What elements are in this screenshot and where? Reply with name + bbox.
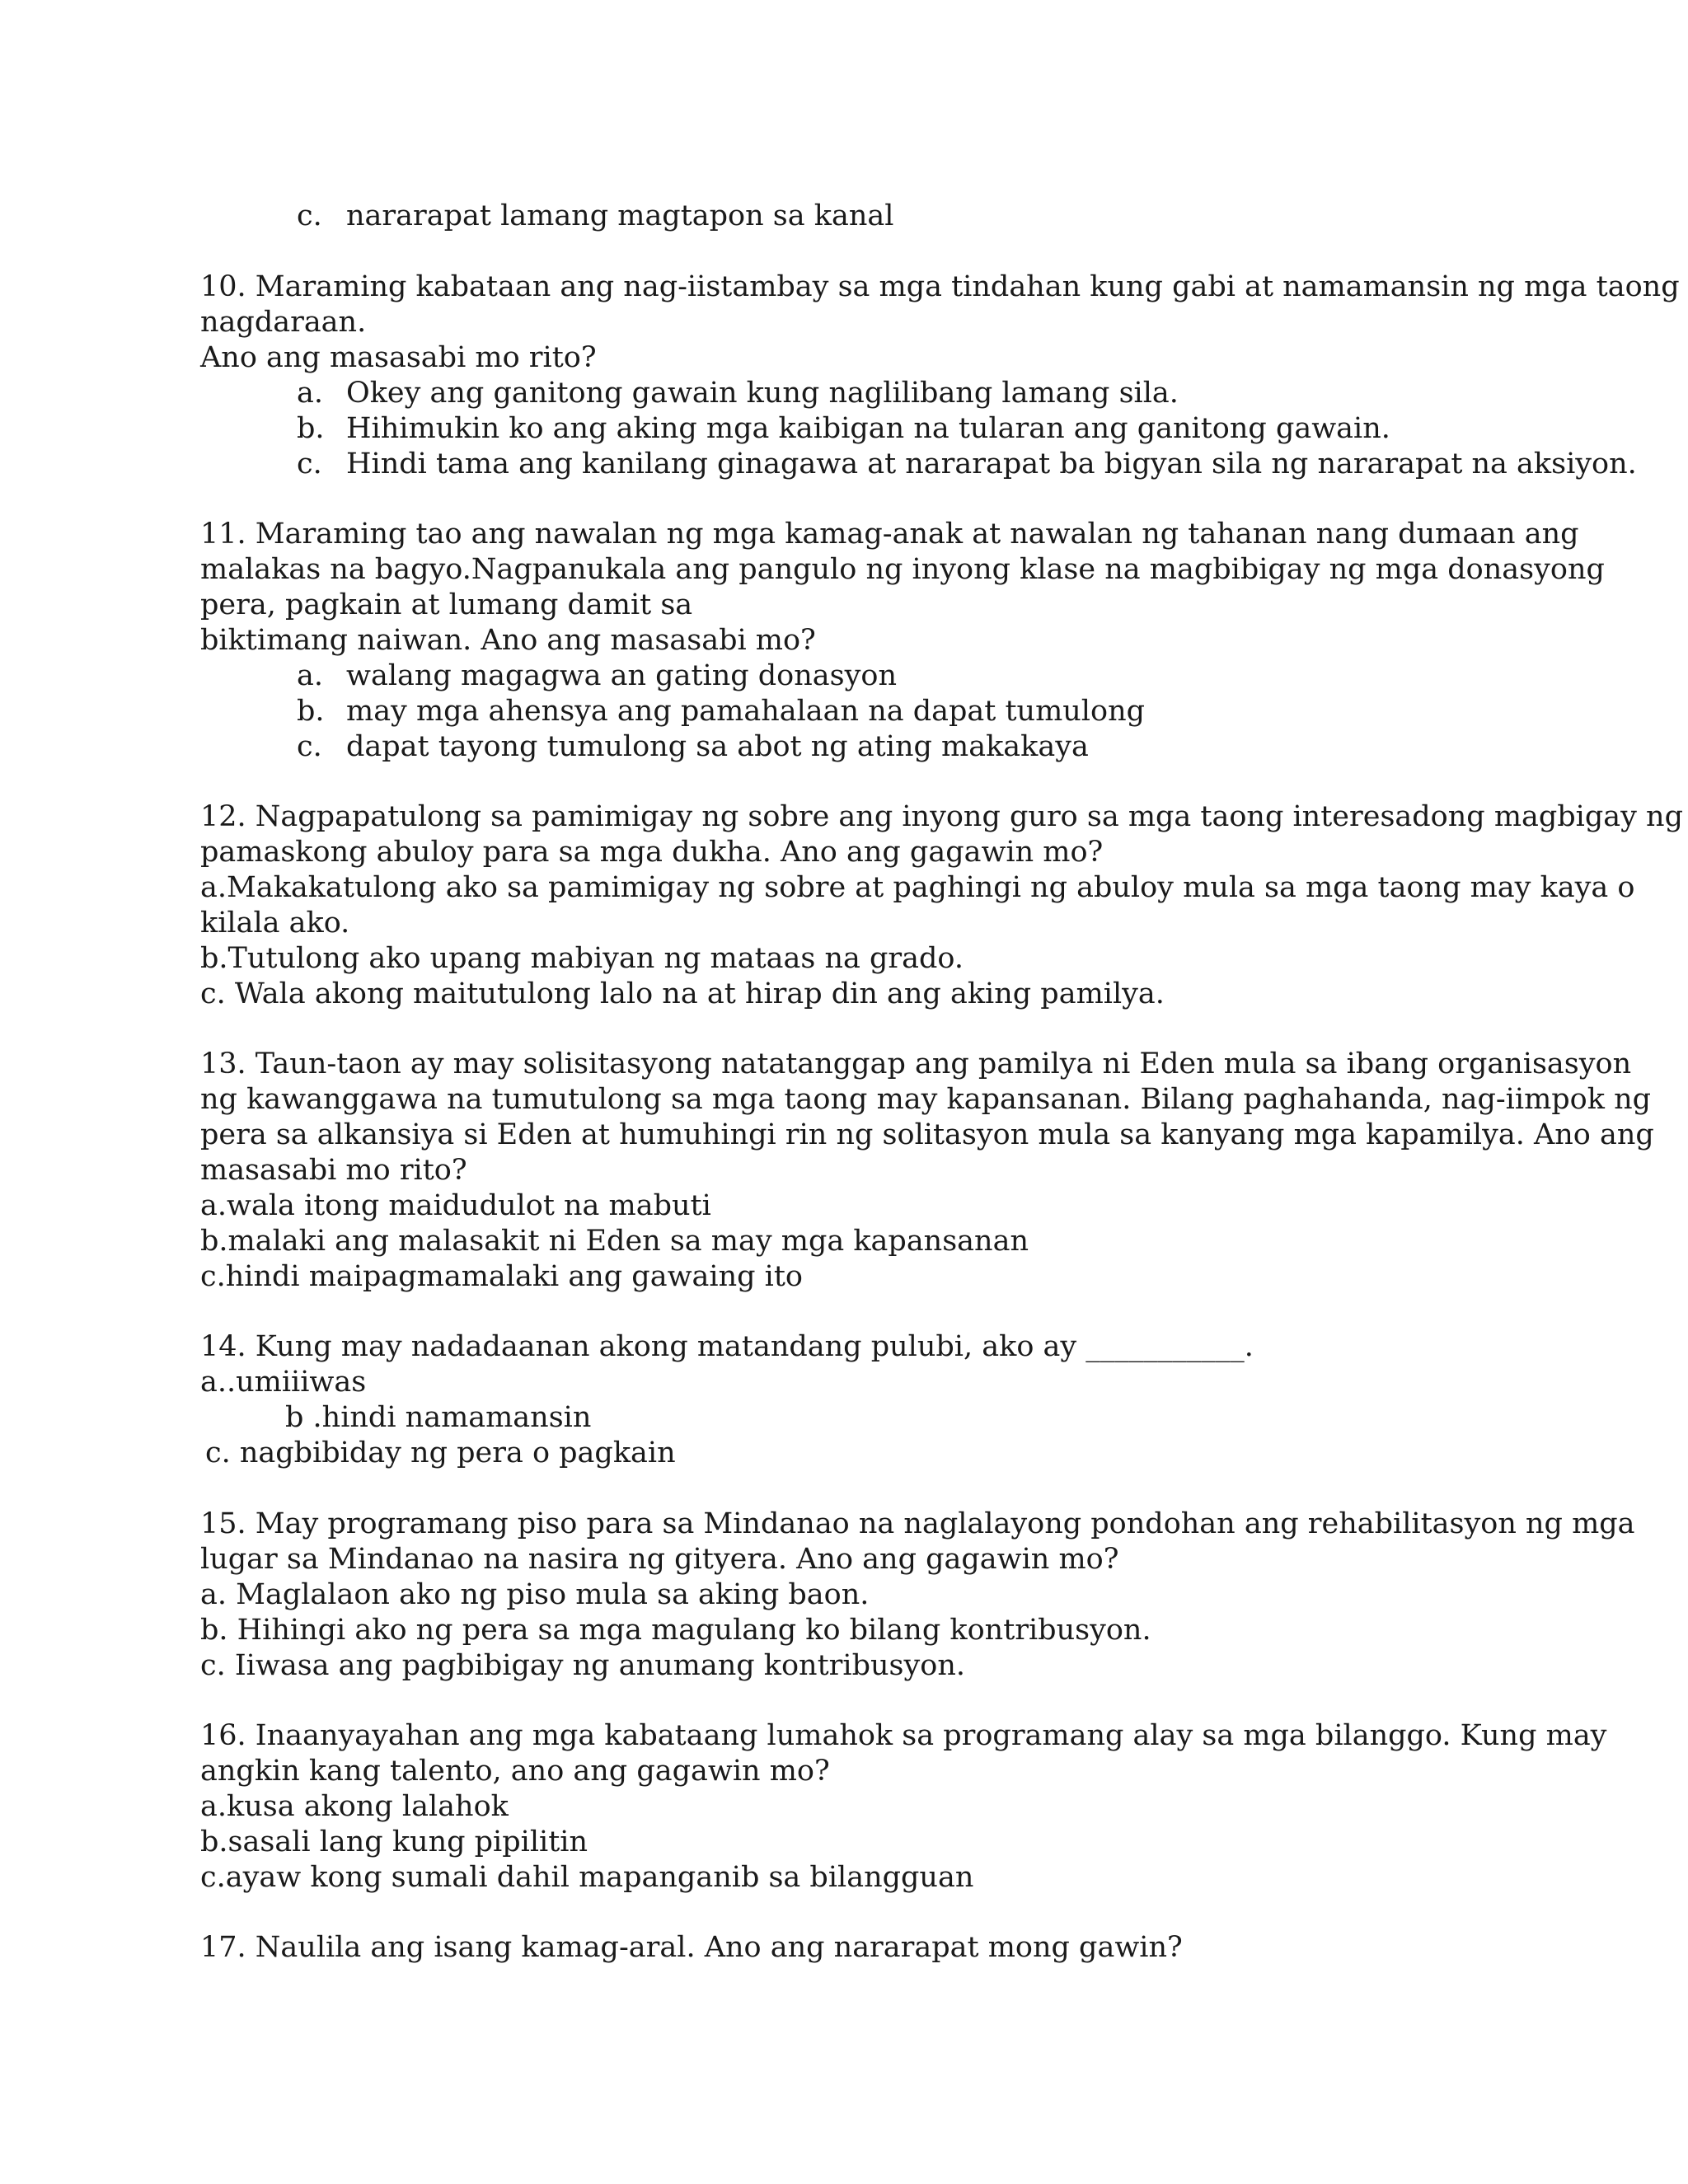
- option-b-line: b .hindi namamansin: [285, 1401, 592, 1434]
- option-letter: a.: [297, 377, 323, 410]
- option-b-line: b.Tutulong ako upang mabiyan ng mataas na grado.: [200, 942, 964, 975]
- question-stem-line: angkin kang talento, ano ang gagawin mo?: [200, 1755, 830, 1788]
- question-stem-line: 11. Maraming tao ang nawalan ng mga kamag-anak at nawalan ng tahanan nang dumaan ang: [200, 518, 1579, 551]
- question-stem-line: lugar sa Mindanao na nasira ng gityera. Ano ang gagawin mo?: [200, 1543, 1119, 1576]
- question-stem-line: nagdaraan.: [200, 306, 367, 339]
- question-stem-line: malakas na bagyo.Nagpanukala ang pangulo ng inyong klase na magbibigay ng mga donasyong: [200, 553, 1605, 586]
- question-stem-line: masasabi mo rito?: [200, 1154, 467, 1187]
- option-text: Hihimukin ko ang aking mga kaibigan na tularan ang ganitong gawain.: [346, 412, 1390, 445]
- question-stem-line: 12. Nagpapatulong sa pamimigay ng sobre ang inyong guro sa mga taong interesadong magbigay ng: [200, 800, 1683, 833]
- question-10: [200, 269, 1680, 482]
- option-text: nararapat lamang magtapon sa kanal: [346, 199, 894, 232]
- question-17: [200, 1930, 1503, 1966]
- option-letter: c.: [297, 730, 322, 763]
- question-stem-line: 10. Maraming kabataan ang nag-iistambay sa mga tindahan kung gabi at namamansin ng mga taong: [200, 270, 1680, 303]
- option-letter: b.: [297, 695, 325, 728]
- option-b-line: b.malaki ang malasakit ni Eden sa may mga kapansanan: [200, 1225, 1029, 1258]
- option-c-line: c. Iiwasa ang pagbibigay ng anumang kontribusyon.: [200, 1649, 966, 1682]
- option-c: [200, 447, 1637, 482]
- option-a-line: kilala ako.: [200, 907, 350, 940]
- option-c-line: c. nagbibiday ng pera o pagkain: [205, 1436, 676, 1469]
- option-a-line: a. Maglalaon ako ng piso mula sa aking baon.: [200, 1578, 870, 1611]
- question-prompt: Ano ang masasabi mo rito?: [200, 341, 597, 374]
- option-a-line: a.Makakatulong ako sa pamimigay ng sobre at paghingi ng abuloy mula sa mga taong may kaya o: [200, 871, 1635, 904]
- question-stem-line: 16. Inaanyayahan ang mga kabataang lumahok sa programang alay sa mga bilanggo. Kung may: [200, 1719, 1607, 1752]
- option-b-line: b.sasali lang kung pipilitin: [200, 1825, 588, 1858]
- option-b: [200, 411, 1503, 447]
- question-9-tail: [200, 199, 1503, 234]
- question-prompt: biktimang naiwan. Ano ang masasabi mo?: [200, 624, 816, 657]
- option-text: dapat tayong tumulong sa abot ng ating makakaya: [346, 730, 1089, 763]
- option-c: [200, 199, 1503, 234]
- question-stem-line: 14. Kung may nadadaanan akong matandang pulubi, ako ay ___________.: [200, 1330, 1254, 1363]
- option-a: [200, 658, 1503, 694]
- question-stem-line: 17. Naulila ang isang kamag-aral. Ano ang nararapat mong gawin?: [200, 1931, 1183, 1964]
- option-letter: c.: [297, 448, 322, 480]
- question-15: [200, 1507, 1635, 1684]
- option-c: [200, 729, 1503, 765]
- option-a-line: a..umiiiwas: [200, 1366, 367, 1399]
- option-b-line: b. Hihingi ako ng pera sa mga magulang ko bilang kontribusyon.: [200, 1614, 1151, 1647]
- option-c-line: c. Wala akong maitutulong lalo na at hirap din ang aking pamilya.: [200, 977, 1165, 1010]
- question-13: [200, 1047, 1654, 1295]
- question-14: [200, 1329, 1503, 1471]
- option-text: walang magagwa an gating donasyon: [346, 659, 898, 692]
- question-16: [200, 1718, 1607, 1896]
- option-b: [200, 694, 1503, 729]
- option-c-line: c.hindi maipagmamalaki ang gawaing ito: [200, 1260, 803, 1293]
- option-letter: a.: [297, 659, 323, 692]
- option-text: may mga ahensya ang pamahalaan na dapat tumulong: [346, 695, 1146, 728]
- option-a-line: a.wala itong maidudulot na mabuti: [200, 1189, 711, 1222]
- option-a-line: a.kusa akong lalahok: [200, 1790, 509, 1823]
- option-letter: b.: [297, 412, 325, 445]
- question-stem-line: pera, pagkain at lumang damit sa: [200, 588, 693, 621]
- question-stem-line: 15. May programang piso para sa Mindanao na naglalayong pondohan ang rehabilitasyon ng mga: [200, 1507, 1635, 1540]
- question-stem-line: 13. Taun-taon ay may solisitasyong natatanggap ang pamilya ni Eden mula sa ibang organisasyon: [200, 1047, 1632, 1080]
- question-stem-line: pamaskong abuloy para sa mga dukha. Ano ang gagawin mo?: [200, 836, 1104, 869]
- question-12: [200, 799, 1683, 1012]
- question-stem-line: ng kawanggawa na tumutulong sa mga taong may kapansanan. Bilang paghahanda, nag-iimpok ng: [200, 1083, 1652, 1116]
- option-c-line: c.ayaw kong sumali dahil mapanganib sa bilangguan: [200, 1861, 974, 1894]
- option-text: Hindi tama ang kanilang ginagawa at nararapat ba bigyan sila ng nararapat na aksiyon.: [346, 448, 1637, 480]
- option-letter: c.: [297, 199, 322, 232]
- question-stem-line: pera sa alkansiya si Eden at humuhingi rin ng solitasyon mula sa kanyang mga kapamilya. Ano ang: [200, 1118, 1654, 1151]
- question-11: [200, 517, 1605, 765]
- option-a: [200, 376, 1503, 411]
- option-text: Okey ang ganitong gawain kung naglilibang lamang sila.: [346, 377, 1179, 410]
